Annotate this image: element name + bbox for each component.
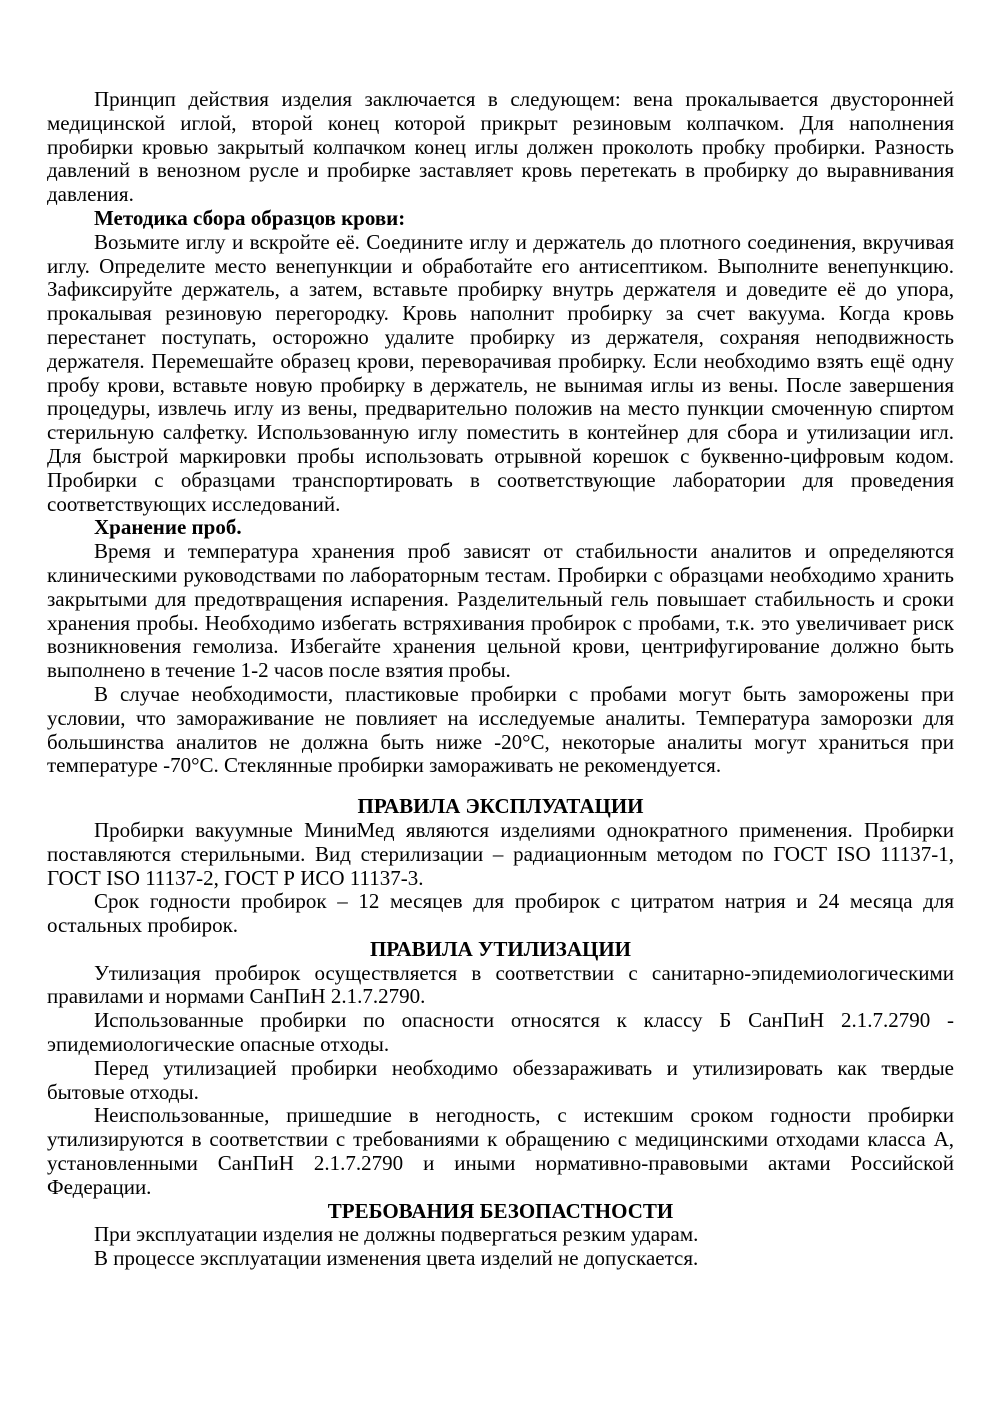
paragraph-collection-procedure: Возьмите иглу и вскройте её. Соедините иглу и держатель до плотного соединения, вкручивая иглу. Определите место венепункции и обработайте его антисептиком. Выполните венепункцию. Зафиксируйте держатель, а затем, вставьте пробирку внутрь держателя и доведите её до упора, прокалывая резиновую перегородку. Кровь наполнит пробирку за счет вакуума. Когда кровь перестанет поступать, осторожно удалите пробирку из держателя, сохраняя неподвижность держателя. Перемешайте образец крови, переворачивая пробирку. Если необходимо взять ещё одну пробу крови, вставьте новую пробирку в держатель, не вынимая иглы из вены. После завершения процедуры, извлечь иглу из вены, предварительно положив на место пункции смоченную спиртом стерильную салфетку. Использованную иглу поместить в контейнер для сбора и утилизации игл. Для быстрой маркировки пробы использовать отрывной корешок с буквенно-цифровым кодом. Пробирки с образцами транспортировать в соответствующие лаборатории для проведения соответствующих исследований.: [47, 229, 954, 516]
paragraph-no-color-change: В процессе эксплуатации изменения цвета изделий не допускается.: [94, 1246, 699, 1271]
paragraph-storage-conditions: Время и температура хранения проб зависят от стабильности аналитов и определяются клиническими руководствами по лабораторным тестам. Пробирки с образцами необходимо хранить закрытыми для предотвращения испарения. Разделительный гель повышает стабильность и сроки хранения пробы. Необходимо избегать встряхивания пробирок с пробами, т.к. это увеличивает риск возникновения гемолиза. Избегайте хранения цельной крови, центрифугирование должно быть выполнено в течение 1-2 часов после взятия пробы.: [47, 539, 954, 683]
heading-disposal-rules: ПРАВИЛА УТИЛИЗАЦИИ: [369, 936, 632, 961]
heading-safety-requirements: ТРЕБОВАНИЯ БЕЗОПАСТНОСТИ: [327, 1198, 674, 1223]
paragraph-unused-tubes: Неиспользованные, пришедшие в негодность, с истекшим сроком годности пробирки утилизируются в соответствии с требованиями к обращению с медицинскими отходами класса А, установленными СанПиН 2.1.7.2790 и иными нормативно-правовыми актами Российской Федерации.: [47, 1103, 954, 1199]
paragraph-sterilization: Пробирки вакуумные МиниМед являются изделиями однократного применения. Пробирки поставляются стерильными. Вид стерилизации – радиационным методом по ГОСТ ISO 11137-1, ГОСТ ISO 11137-2, ГОСТ Р ИСО 11137-3.: [47, 817, 954, 890]
paragraph-principle: Принцип действия изделия заключается в следующем: вена прокалывается двусторонней медицинской иглой, второй конец которой прикрыт резиновым колпачком. Для наполнения пробирки кровью закрытый колпачком конец иглы должен проколоть пробку пробирки. Разность давлений в венозном русле и пробирке заставляет кровь перетекать в пробирку до выравнивания давления.: [47, 87, 954, 207]
paragraph-freezing: В случае необходимости, пластиковые пробирки с пробами могут быть заморожены при условии, что замораживание не повлияет на исследуемые аналиты. Температура заморозки для большинства аналитов не должна быть ниже -20°С, некоторые аналиты могут храниться при температуре -70°С. Стеклянные пробирки замораживать не рекомендуется.: [47, 681, 954, 778]
paragraph-shelf-life: Срок годности пробирок – 12 месяцев для пробирок с цитратом натрия и 24 месяца для остальных пробирок.: [47, 889, 954, 938]
heading-sample-storage: Хранение проб.: [94, 515, 242, 540]
heading-collection-method: Методика сбора образцов крови:: [94, 205, 406, 230]
paragraph-disposal-sanpin: Утилизация пробирок осуществляется в соответствии с санитарно-эпидемиологическими правилами и нормами СанПиН 2.1.7.2790.: [47, 960, 954, 1009]
paragraph-disinfection: Перед утилизацией пробирки необходимо обеззараживать и утилизировать как твердые бытовые отходы.: [47, 1055, 954, 1104]
paragraph-no-impacts: При эксплуатации изделия не должны подвергаться резким ударам.: [94, 1222, 699, 1247]
heading-operation-rules: ПРАВИЛА ЭКСПЛУАТАЦИИ: [357, 794, 644, 819]
paragraph-used-tubes-class-b: Использованные пробирки по опасности относятся к классу Б СанПиН 2.1.7.2790 - эпидемиологические опасные отходы.: [47, 1008, 954, 1057]
